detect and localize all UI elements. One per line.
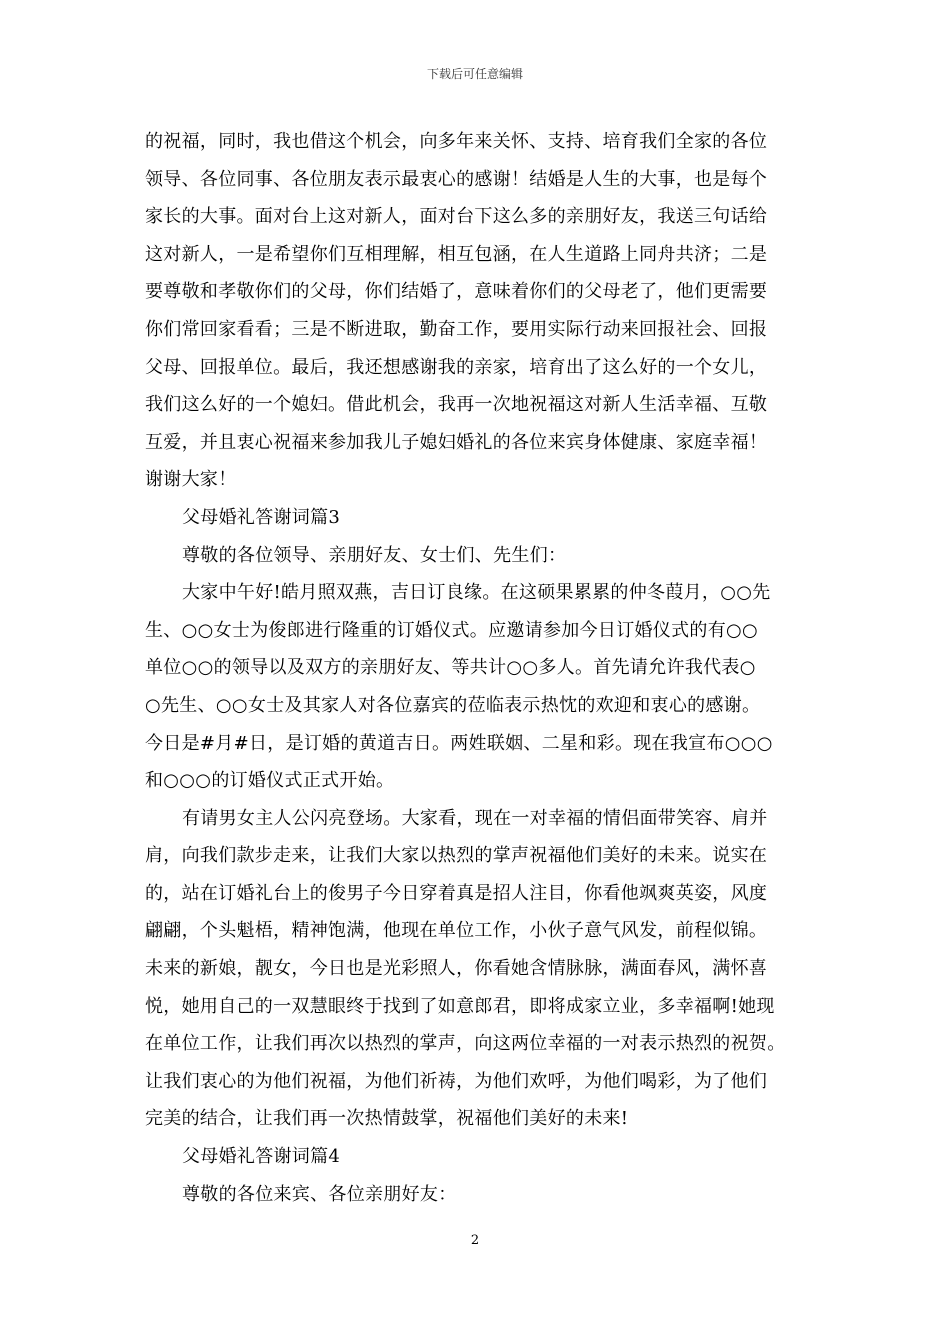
text-line: 尊敬的各位领导、亲朋好友、女士们、先生们： [182, 544, 567, 566]
text-line: 尊敬的各位来宾、各位亲朋好友： [182, 1183, 457, 1205]
text-line: 要尊敬和孝敬你们的父母，你们结婚了，意味着你们的父母老了，他们更需要 [145, 281, 768, 303]
text-line: 家长的大事。面对台上这对新人，面对台下这么多的亲朋好友，我送三句话给 [145, 206, 768, 228]
text-line: 大家中午好!皓月照双燕，吉日订良缘。在这硕果累累的仲冬葭月，○○先 [182, 582, 771, 604]
text-line: 父母婚礼答谢词篇3 [182, 506, 341, 528]
page-header: 下载后可任意编辑 [426, 67, 523, 81]
text-line: 翩翩，个头魁梧，精神饱满，他现在单位工作，小伙子意气风发，前程似锦。 [145, 920, 768, 942]
text-line: 在单位工作，让我们再次以热烈的掌声，向这两位幸福的一对表示热烈的祝贺。 [145, 1033, 786, 1055]
text-line: 肩，向我们款步走来，让我们大家以热烈的掌声祝福他们美好的未来。说实在 [145, 845, 768, 867]
text-line: 今日是#月#日，是订婚的黄道吉日。两姓联姻、二星和彩。现在我宣布○○○ [145, 732, 773, 754]
text-line: 完美的结合，让我们再一次热情鼓掌，祝福他们美好的未来! [145, 1108, 629, 1130]
page-number: 2 [470, 1233, 480, 1248]
text-line: 互爱，并且衷心祝福来参加我儿子媳妇婚礼的各位来宾身体健康、家庭幸福！ [145, 431, 768, 453]
document-body [145, 123, 810, 1213]
text-line: 单位○○的领导以及双方的亲朋好友、等共计○○多人。首先请允许我代表○ [145, 657, 756, 679]
text-line: 生、○○女士为俊郎进行隆重的订婚仪式。应邀请参加今日订婚仪式的有○○ [145, 619, 759, 641]
text-line: 谢谢大家！ [145, 469, 237, 491]
text-line: 的，站在订婚礼台上的俊男子今日穿着真是招人注目，你看他飒爽英姿，风度 [145, 882, 768, 904]
text-line: 和○○○的订婚仪式正式开始。 [145, 770, 395, 792]
text-line: 父母、回报单位。最后，我还想感谢我的亲家，培育出了这么好的一个女儿， [145, 356, 768, 378]
text-line: 悦，她用自己的一双慧眼终于找到了如意郎君，即将成家立业，多幸福啊!她现 [145, 995, 775, 1017]
text-line: 让我们衷心的为他们祝福，为他们祈祷，为他们欢呼，为他们喝彩，为了他们 [145, 1070, 768, 1092]
text-line: 领导、各位同事、各位朋友表示最衷心的感谢！结婚是人生的大事，也是每个 [145, 168, 768, 190]
text-line: ○先生、○○女士及其家人对各位嘉宾的莅临表示热忱的欢迎和衷心的感谢。 [145, 694, 761, 716]
text-line: 未来的新娘，靓女，今日也是光彩照人，你看她含情脉脉，满面春风，满怀喜 [145, 958, 768, 980]
text-line: 父母婚礼答谢词篇4 [182, 1146, 341, 1168]
text-line: 这对新人，一是希望你们互相理解，相互包涵，在人生道路上同舟共济；二是 [145, 243, 768, 265]
text-line: 你们常回家看看；三是不断进取，勤奋工作，要用实际行动来回报社会、回报 [145, 318, 768, 340]
text-line: 的祝福，同时，我也借这个机会，向多年来关怀、支持、培育我们全家的各位 [145, 131, 768, 152]
text-line: 有请男女主人公闪亮登场。大家看，现在一对幸福的情侣面带笑容、肩并 [182, 807, 768, 829]
text-line: 我们这么好的一个媳妇。借此机会，我再一次地祝福这对新人生活幸福、互敬 [145, 394, 768, 416]
